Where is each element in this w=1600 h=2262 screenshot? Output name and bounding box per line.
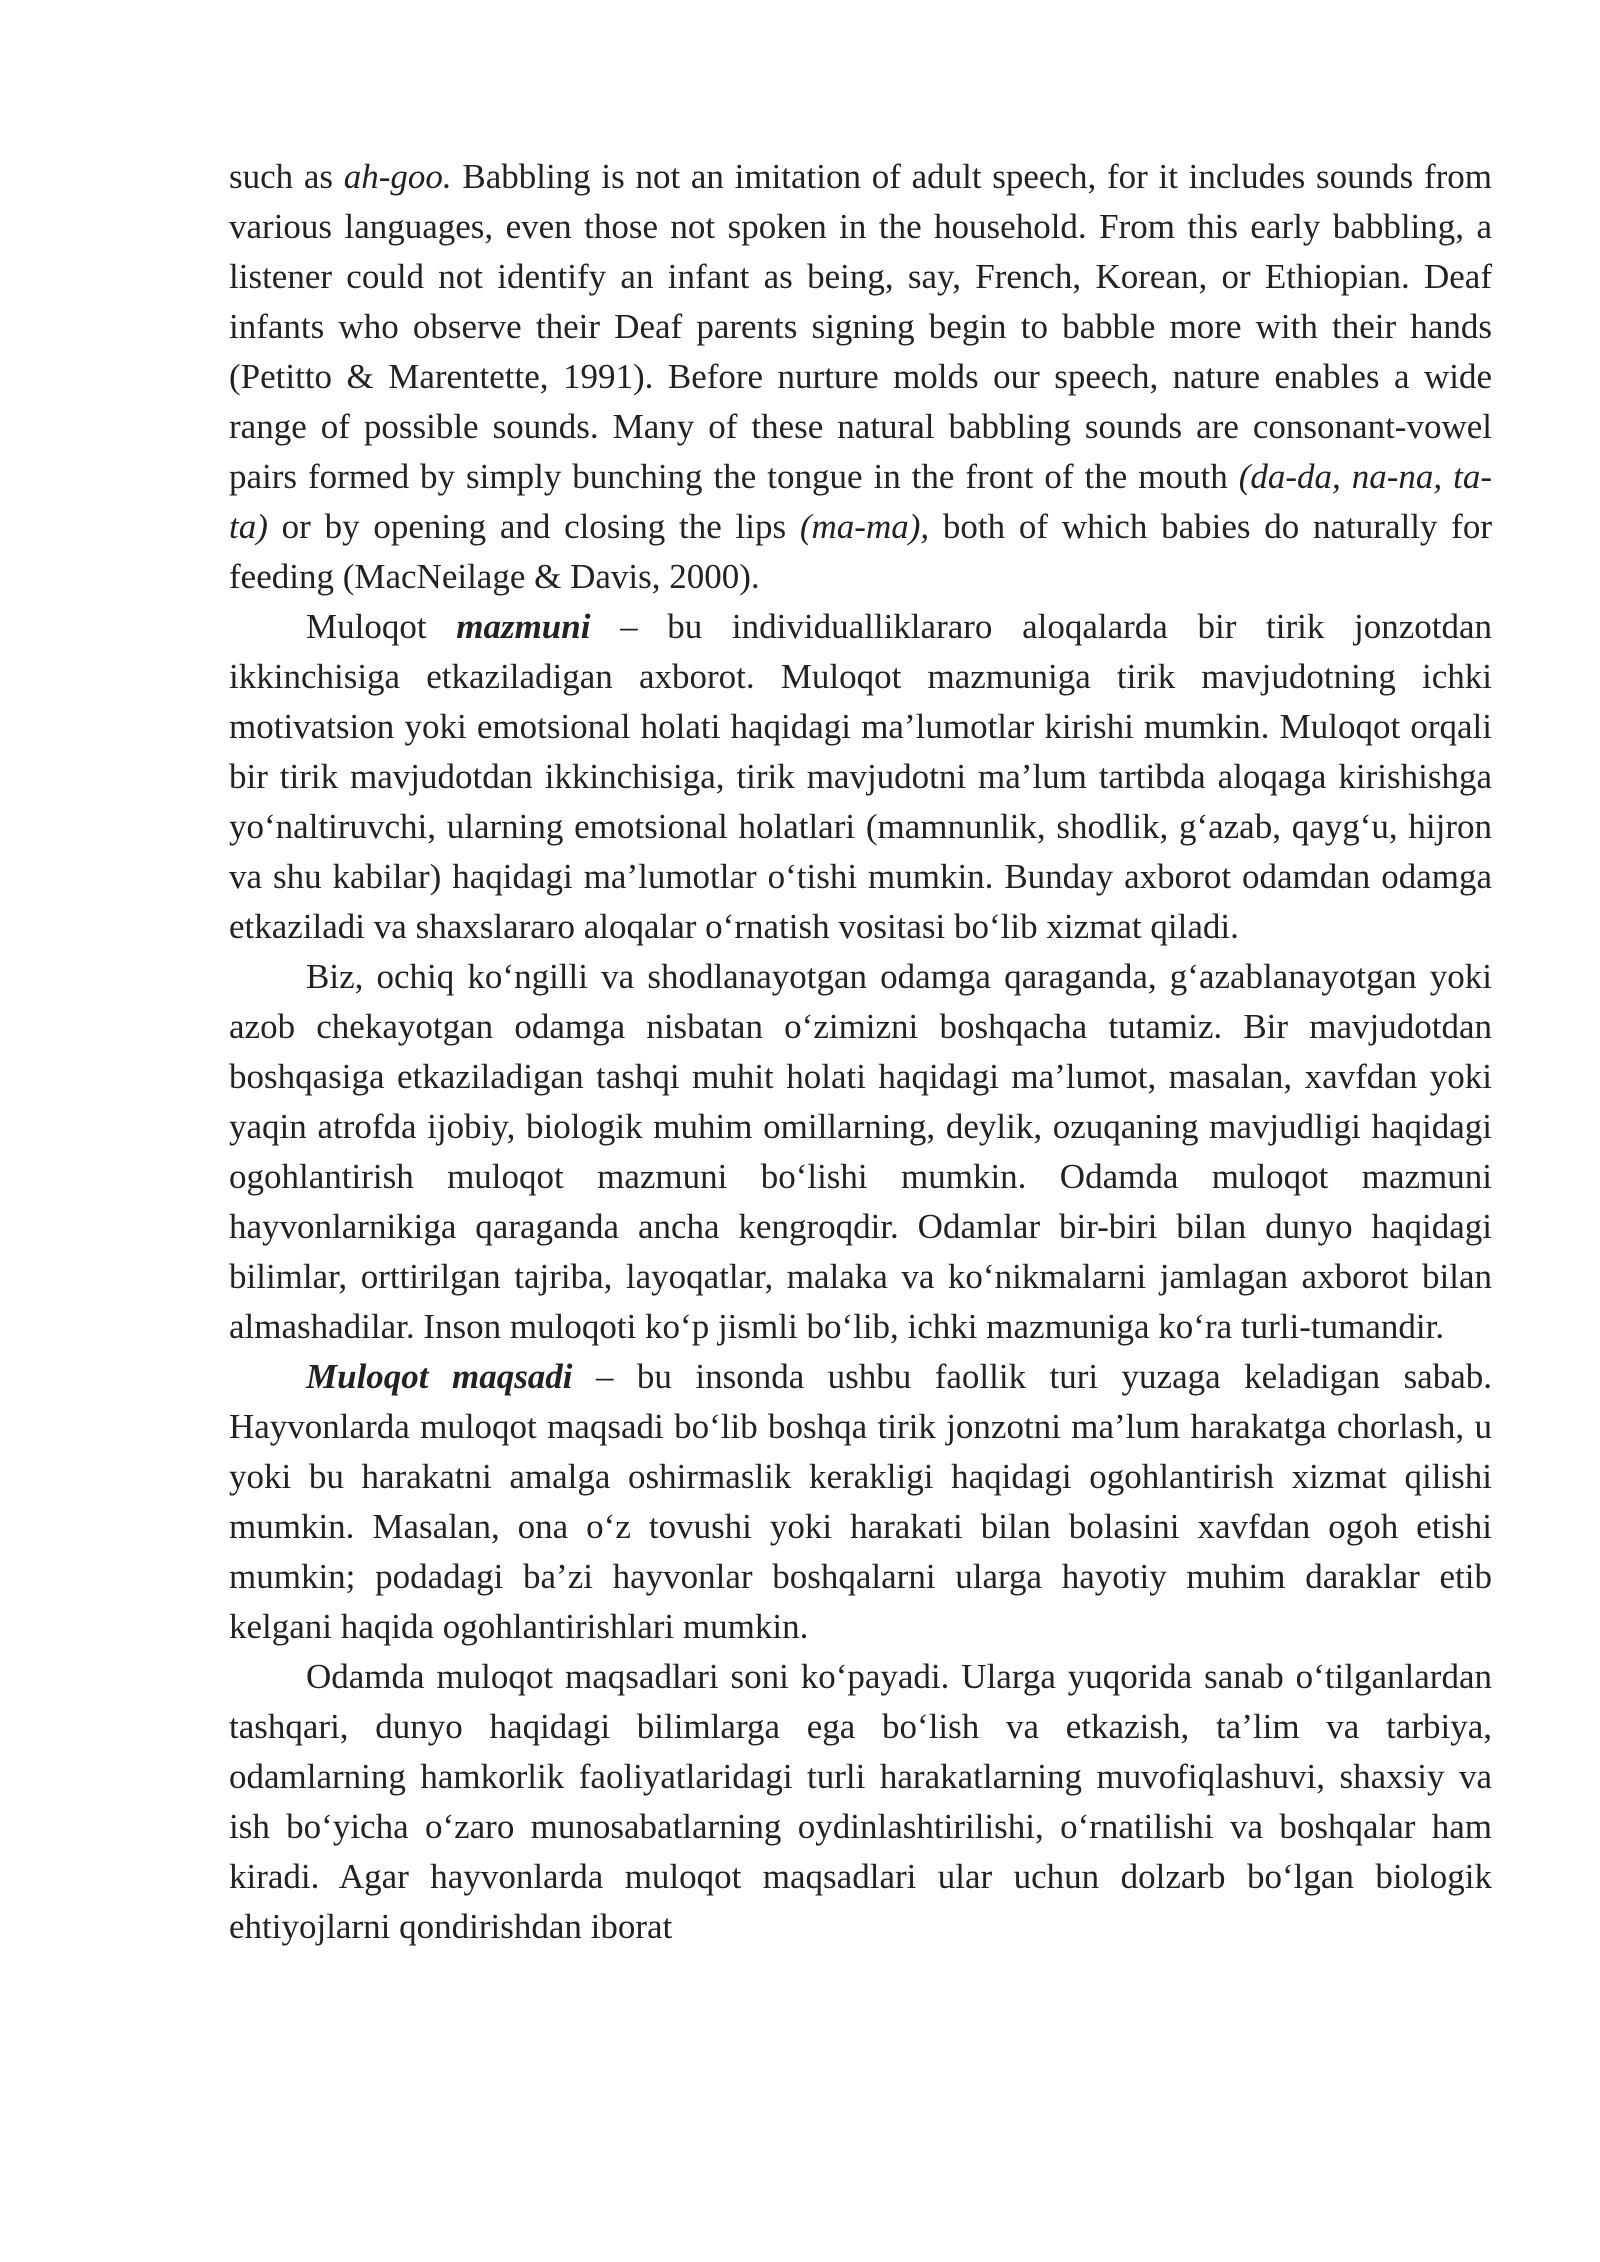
paragraph-biz-ochiq (229, 952, 1492, 1352)
paragraph-babbling (229, 152, 1492, 602)
paragraph-muloqot-maqsadi (229, 1352, 1492, 1652)
text-run: – bu insonda ushbu faollik turi yuzaga keladigan sabab. Hayvonlarda muloqot maqsadi bo‘lib boshqa tirik jonzotni ma’lum harakatga chorlash, u yoki bu harakatni amalga oshirmaslik kerakligi haqidagi ogohlantirish xizmat qilishi mumkin. Masalan, ona o‘z tovushi yoki harakati bilan bolasini xavfdan ogoh etishi mumkin; podadagi ba’zi hayvonlar boshqalarni ularga hayotiy muhim daraklar etib kelgani haqida ogohlantirishlari mumkin. (229, 1357, 1493, 1646)
italic-term: ah-goo. (343, 157, 452, 196)
bold-italic-term: Muloqot maqsadi (306, 1357, 573, 1396)
text-run: Muloqot (306, 607, 457, 646)
italic-term: (ma-ma), (799, 507, 930, 546)
text-run: Odamda muloqot maqsadlari soni ko‘payadi. Ularga yuqorida sanab o‘tilganlardan tashqari, dunyo haqidagi bilimlarga ega bo‘lish va etkazish, ta’lim va tarbiya, odamlarning hamkorlik faoliyatlaridagi turli harakatlarning muvofiqlashuvi, shaxsiy va ish bo‘yicha o‘zaro munosabatlarning oydinlashtirilishi, o‘rnatilishi va boshqalar ham kiradi. Agar hayvonlarda muloqot maqsadlari ular uchun dolzarb bo‘lgan biologik ehtiyojlarni qondirishdan iborat (229, 1657, 1492, 1946)
text-run: both of which babies do naturally for feeding (MacNeilage & Davis, 2000). (229, 507, 1492, 596)
italic-term: (da-da, na-na, ta-ta) (229, 457, 1492, 546)
paragraph-maqsadlar-soni (229, 1652, 1492, 1952)
text-run: Babbling is not an imitation of adult speech, for it includes sounds from various languages, even those not spoken in the household. From this early babbling, a listener could not identify an infant as being, say, French, Korean, or Ethiopian. Deaf infants who observe their Deaf parents signing begin to babble more with their hands (Petitto & Marentette, 1991). Before nurture molds our speech, nature enables a wide range of possible sounds. Many of these natural babbling sounds are consonant-vowel pairs formed by simply bunching the tongue in the front of the mouth (229, 157, 1492, 496)
document-page (229, 152, 1492, 1952)
paragraph-muloqot-mazmuni (229, 602, 1492, 952)
text-run: such as (229, 157, 344, 196)
bold-italic-term: mazmuni (456, 607, 591, 646)
text-run: or by opening and closing the lips (267, 507, 800, 546)
text-run: – bu individualliklararo aloqalarda bir tirik jonzotdan ikkinchisiga etkaziladigan axborot. Muloqot mazmuniga tirik mavjudotning ichki motivatsion yoki emotsional holati haqidagi ma’lumotlar kirishi mumkin. Muloqot orqali bir tirik mavjudotdan ikkinchisiga, tirik mavjudotni ma’lum tartibda aloqaga kirishishga yo‘naltiruvchi, ularning emotsional holatlari (mamnunlik, shodlik, g‘azab, qayg‘u, hijron va shu kabilar) haqidagi ma’lumotlar o‘tishi mumkin. Bunday axborot odamdan odamga etkaziladi va shaxslararo aloqalar o‘rnatish vositasi bo‘lib xizmat qiladi. (229, 607, 1492, 946)
text-run: Biz, ochiq ko‘ngilli va shodlanayotgan odamga qaraganda, g‘azablanayotgan yoki azob chekayotgan odamga nisbatan o‘zimizni boshqacha tutamiz. Bir mavjudotdan boshqasiga etkaziladigan tashqi muhit holati haqidagi ma’lumot, masalan, xavfdan yoki yaqin atrofda ijobiy, biologik muhim omillarning, deylik, ozuqaning mavjudligi haqidagi ogohlantirish muloqot mazmuni bo‘lishi mumkin. Odamda muloqot mazmuni hayvonlarnikiga qaraganda ancha kengroqdir. Odamlar bir-biri bilan dunyo haqidagi bilimlar, orttirilgan tajriba, layoqatlar, malaka va ko‘nikmalarni jamlagan axborot bilan almashadilar. Inson muloqoti ko‘p jismli bo‘lib, ichki mazmuniga ko‘ra turli-tumandir. (229, 957, 1492, 1346)
